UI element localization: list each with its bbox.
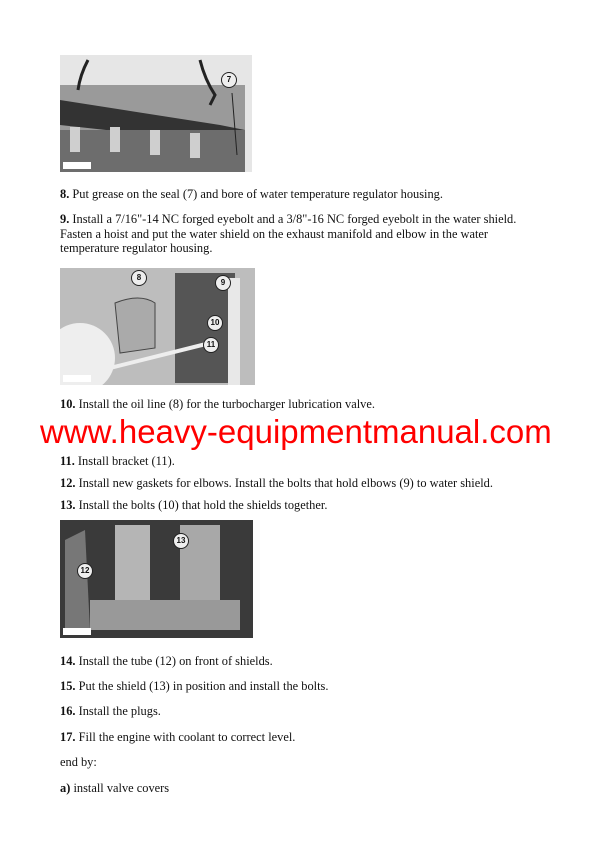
step-10: 10. Install the oil line (8) for the turbocharger lubrication valve. bbox=[60, 397, 375, 411]
step-11: 11. Install bracket (11). bbox=[60, 454, 175, 468]
callout-11: 11 bbox=[203, 337, 219, 353]
figure-shields bbox=[60, 520, 253, 638]
end-by-label: end by: bbox=[60, 755, 97, 769]
step-17: 17. Fill the engine with coolant to correct level. bbox=[60, 730, 296, 744]
callout-10: 10 bbox=[207, 315, 223, 331]
callout-13: 13 bbox=[173, 533, 189, 549]
callout-12: 12 bbox=[77, 563, 93, 579]
engine-photo-1 bbox=[60, 55, 252, 172]
callout-9: 9 bbox=[215, 275, 231, 291]
end-item-a: a) install valve covers bbox=[60, 781, 170, 795]
step-9-cont-2: temperature regulator housing. bbox=[60, 241, 213, 255]
step-16: 16. Install the plugs. bbox=[60, 704, 161, 718]
step-9: 9. Install a 7/16"-14 NC forged eyebolt and a 3/8"-16 NC forged eyebolt in the water shield. bbox=[60, 212, 517, 226]
watermark: www.heavy-equipmentmanual.com bbox=[40, 413, 552, 450]
step-13: 13. Install the bolts (10) that hold the shields together. bbox=[60, 498, 328, 512]
callout-7: 7 bbox=[221, 72, 237, 88]
step-15: 15. Put the shield (13) in position and install the bolts. bbox=[60, 679, 329, 693]
figure-water-regulator bbox=[60, 55, 252, 172]
callout-8: 8 bbox=[131, 270, 147, 286]
step-14: 14. Install the tube (12) on front of shields. bbox=[60, 654, 273, 668]
step-9-cont-1: Fasten a hoist and put the water shield on the exhaust manifold and elbow in the water bbox=[60, 227, 489, 241]
engine-photo-3 bbox=[60, 520, 253, 638]
step-8: 8. Put grease on the seal (7) and bore of water temperature regulator housing. bbox=[60, 187, 443, 201]
step-12: 12. Install new gaskets for elbows. Install the bolts that hold elbows (9) to water shield. bbox=[60, 476, 493, 490]
